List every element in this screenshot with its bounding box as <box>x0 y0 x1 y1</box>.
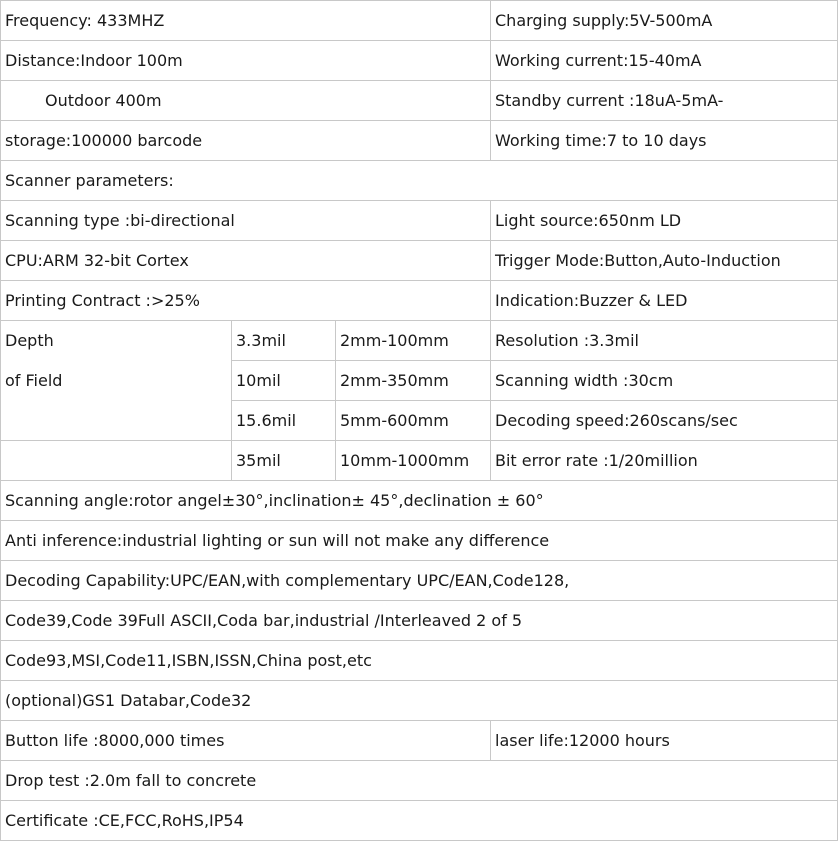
frequency-cell: Frequency: 433MHZ <box>0 0 491 41</box>
standby-current-cell: Standby current :18uA-5mA- <box>490 80 838 121</box>
depth-of-field-label <box>0 320 232 441</box>
depth-range-cell: 2mm-100mm <box>335 320 491 361</box>
resolution-cell: Resolution :3.3mil <box>490 320 838 361</box>
drop-test-cell: Drop test :2.0m fall to concrete <box>0 760 838 801</box>
decoding-codes-line2: Code39,Code 39Full ASCII,Coda bar,industrial /Interleaved 2 of 5 <box>0 600 838 641</box>
decoding-codes-line3: Code93,MSI,Code11,ISBN,ISSN,China post,etc <box>0 640 838 681</box>
charging-supply-cell: Charging supply:5V-500mA <box>490 0 838 41</box>
bit-error-rate-cell: Bit error rate :1/20million <box>490 440 838 481</box>
depth-mil-cell: 10mil <box>231 360 336 401</box>
light-source-cell: Light source:650nm LD <box>490 200 838 241</box>
scanning-width-cell: Scanning width :30cm <box>490 360 838 401</box>
depth-mil-cell: 35mil <box>231 440 336 481</box>
scanning-angle-cell: Scanning angle:rotor angel±30°,inclination± 45°,declination ± 60° <box>0 480 838 521</box>
scanner-parameters-heading: Scanner parameters: <box>0 160 838 201</box>
cpu-cell: CPU:ARM 32-bit Cortex <box>0 240 491 281</box>
depth-of-field-empty-cell <box>0 440 232 481</box>
storage-cell: storage:100000 barcode <box>0 120 491 161</box>
depth-range-cell: 2mm-350mm <box>335 360 491 401</box>
decoding-speed-cell: Decoding speed:260scans/sec <box>490 400 838 441</box>
depth-mil-cell: 15.6mil <box>231 400 336 441</box>
button-life-cell: Button life :8000,000 times <box>0 720 491 761</box>
anti-inference-cell: Anti inference:industrial lighting or sun will not make any difference <box>0 520 838 561</box>
decoding-capability-cell: Decoding Capability:UPC/EAN,with complementary UPC/EAN,Code128, <box>0 560 838 601</box>
working-current-cell: Working current:15-40mA <box>490 40 838 81</box>
printing-contract-cell: Printing Contract :>25% <box>0 280 491 321</box>
certificate-cell: Certificate :CE,FCC,RoHS,IP54 <box>0 800 838 841</box>
distance-outdoor-cell: Outdoor 400m <box>0 80 491 121</box>
decoding-codes-optional: (optional)GS1 Databar,Code32 <box>0 680 838 721</box>
distance-indoor-cell: Distance:Indoor 100m <box>0 40 491 81</box>
indication-cell: Indication:Buzzer & LED <box>490 280 838 321</box>
trigger-mode-cell: Trigger Mode:Button,Auto-Induction <box>490 240 838 281</box>
working-time-cell: Working time:7 to 10 days <box>490 120 838 161</box>
depth-range-cell: 10mm-1000mm <box>335 440 491 481</box>
depth-range-cell: 5mm-600mm <box>335 400 491 441</box>
depth-label-line1: Depth <box>5 331 54 350</box>
laser-life-cell: laser life:12000 hours <box>490 720 838 761</box>
scanning-type-cell: Scanning type :bi-directional <box>0 200 491 241</box>
depth-mil-cell: 3.3mil <box>231 320 336 361</box>
depth-label-line2: of Field <box>5 371 63 390</box>
